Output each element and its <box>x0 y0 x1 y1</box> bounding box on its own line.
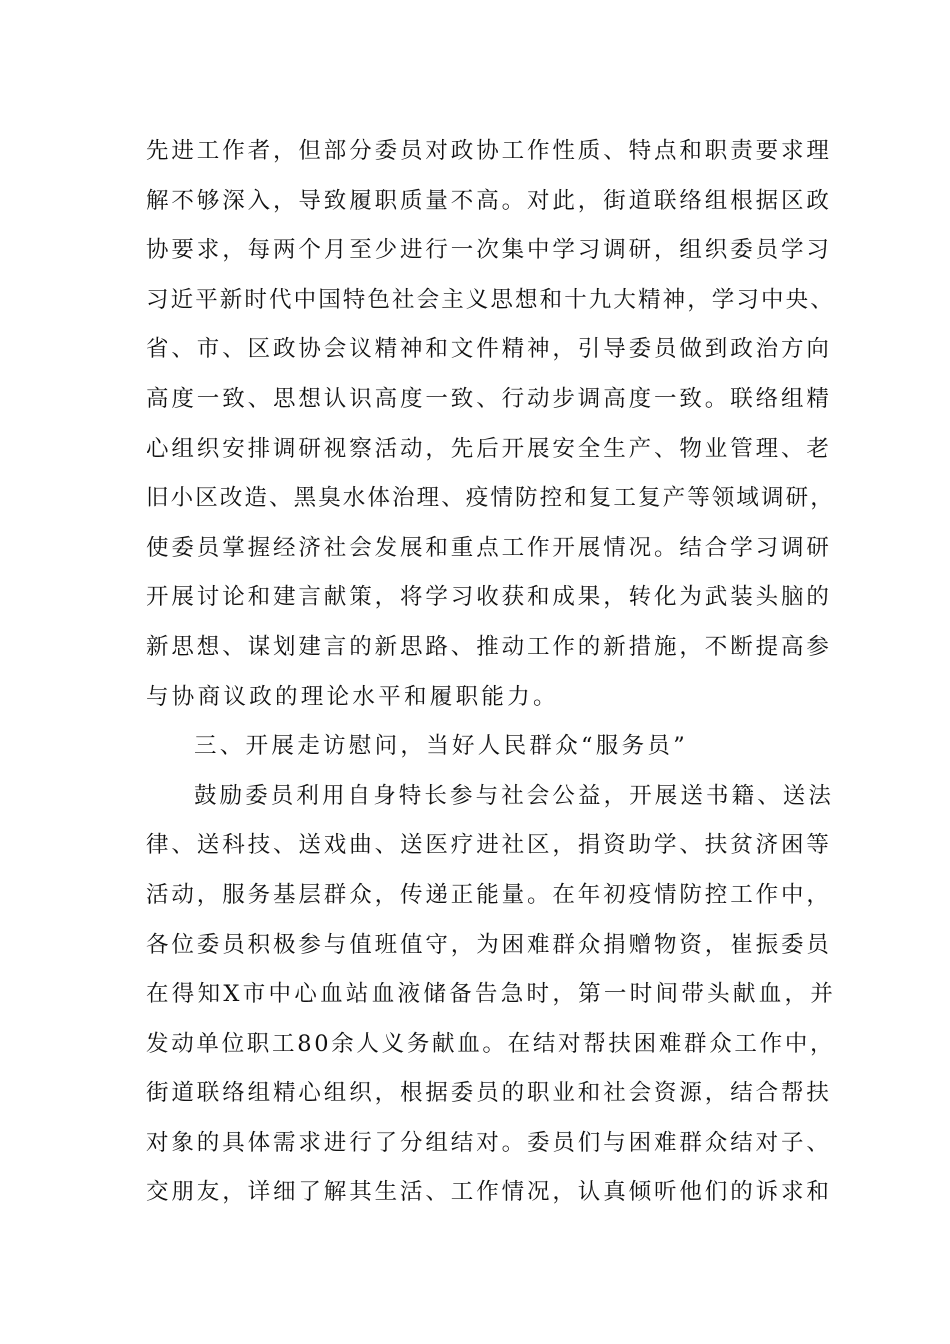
text-line: 对象的具体需求进行了分组结对。委员们与困难群众结对子、 <box>146 1129 832 1156</box>
text-line: 与协商议政的理论水平和履职能力。 <box>146 683 559 710</box>
text-line: 旧小区改造、黑臭水体治理、疫情防控和复工复产等领域调研， <box>146 485 835 512</box>
text-line: 习近平新时代中国特色社会主义思想和十九大精神，学习中央、 <box>146 286 835 313</box>
text-line: 交朋友，详细了解其生活、工作情况，认真倾听他们的诉求和 <box>146 1179 832 1206</box>
text-line: 先进工作者，但部分委员对政协工作性质、特点和职责要求理 <box>146 138 832 164</box>
text-line: 活动，服务基层群众，传递正能量。在年初疫情防控工作中， <box>146 881 832 908</box>
text-line: 新思想、谋划建言的新思路、推动工作的新措施，不断提高参 <box>146 633 832 660</box>
text-line: 使委员掌握经济社会发展和重点工作开展情况。结合学习调研 <box>146 534 832 561</box>
text-line: 各位委员积极参与值班值守，为困难群众捐赠物资，崔振委员 <box>146 931 832 958</box>
text-line: 省、市、区政协会议精神和文件精神，引导委员做到政治方向 <box>146 336 832 363</box>
text-line: 协要求，每两个月至少进行一次集中学习调研，组织委员学习 <box>146 237 832 264</box>
text-line: 解不够深入，导致履职质量不高。对此，街道联络组根据区政 <box>146 187 832 214</box>
section-heading: 三、开展走访慰问，当好人民群众“服务员” <box>194 733 689 760</box>
text-line: 鼓励委员利用自身特长参与社会公益，开展送书籍、送法 <box>194 782 835 809</box>
text-line: 街道联络组精心组织，根据委员的职业和社会资源，结合帮扶 <box>146 1080 832 1107</box>
text-line: 发动单位职工80余人义务献血。在结对帮扶困难群众工作中， <box>146 1030 836 1057</box>
body-text <box>146 127 836 1218</box>
text-line: 律、送科技、送戏曲、送医疗进社区，捐资助学、扶贫济困等 <box>146 832 832 859</box>
text-line: 高度一致、思想认识高度一致、行动步调高度一致。联络组精 <box>146 385 832 412</box>
text-line: 开展讨论和建言献策，将学习收获和成果，转化为武装头脑的 <box>146 584 832 611</box>
text-line: 在得知X市中心血站血液储备告急时，第一时间带头献血，并 <box>146 981 837 1008</box>
text-line: 心组织安排调研视察活动，先后开展安全生产、物业管理、老 <box>146 435 832 462</box>
